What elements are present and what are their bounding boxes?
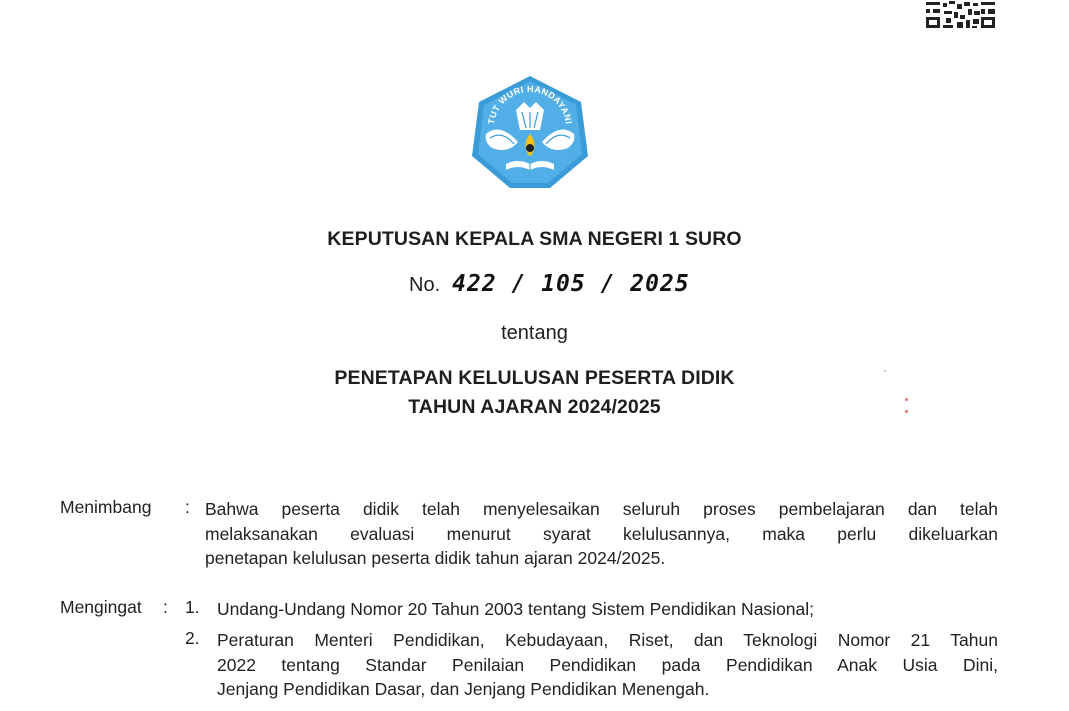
handwritten-number: 422 / 105 / 2025 — [452, 271, 690, 297]
mengingat-item-2-line-1: Peraturan Menteri Pendidikan, Kebudayaan, Riset, dan Teknologi Nomor 21 Tahun — [217, 630, 998, 650]
decree-number — [409, 271, 690, 297]
mengingat-item-1-line-1: Undang-Undang Nomor 20 Tahun 2003 tentang Sistem Pendidikan Nasional; — [217, 599, 815, 619]
scan-speck — [905, 398, 908, 401]
menimbang-label: Menimbang — [60, 497, 152, 517]
mengingat-item-2-line-3: Jenjang Pendidikan Dasar, dan Jenjang Pendidikan Menengah. — [217, 679, 710, 699]
about-label: tentang — [501, 322, 568, 344]
document-title: KEPUTUSAN KEPALA SMA NEGERI 1 SURO — [327, 228, 742, 250]
scan-speck — [884, 370, 886, 372]
mengingat-item-2 — [217, 628, 998, 702]
number-label: No. — [409, 274, 441, 296]
subject-line-2: TAHUN AJARAN 2024/2025 — [408, 396, 661, 418]
mengingat-item-2-line-2: 2022 tentang Standar Penilaian Pendidikan pada Pendidikan Anak Usia Dini, — [217, 654, 998, 675]
menimbang-colon: : — [185, 497, 190, 517]
subject-line-1: PENETAPAN KELULUSAN PESERTA DIDIK — [334, 367, 735, 389]
tut-wuri-handayani-logo — [468, 72, 592, 192]
mengingat-item-2-number: 2. — [185, 628, 200, 648]
menimbang-text — [205, 497, 998, 571]
mengingat-label: Mengingat — [60, 597, 142, 617]
mengingat-item-1-number: 1. — [185, 597, 200, 617]
menimbang-line-3: penetapan kelulusan peserta didik tahun ajaran 2024/2025. — [205, 548, 666, 568]
menimbang-line-2: melaksanakan evaluasi menurut syarat kelulusannya, maka perlu dikeluarkan — [205, 523, 998, 544]
mengingat-colon: : — [163, 597, 168, 617]
mengingat-item-1 — [217, 597, 998, 622]
menimbang-line-1: Bahwa peserta didik telah menyelesaikan seluruh proses pembelajaran dan telah — [205, 499, 998, 519]
scan-speck — [905, 410, 908, 413]
svg-text:TUT WURI HANDAYANI: TUT WURI HANDAYANI — [486, 83, 574, 125]
qr-code — [924, 0, 997, 30]
